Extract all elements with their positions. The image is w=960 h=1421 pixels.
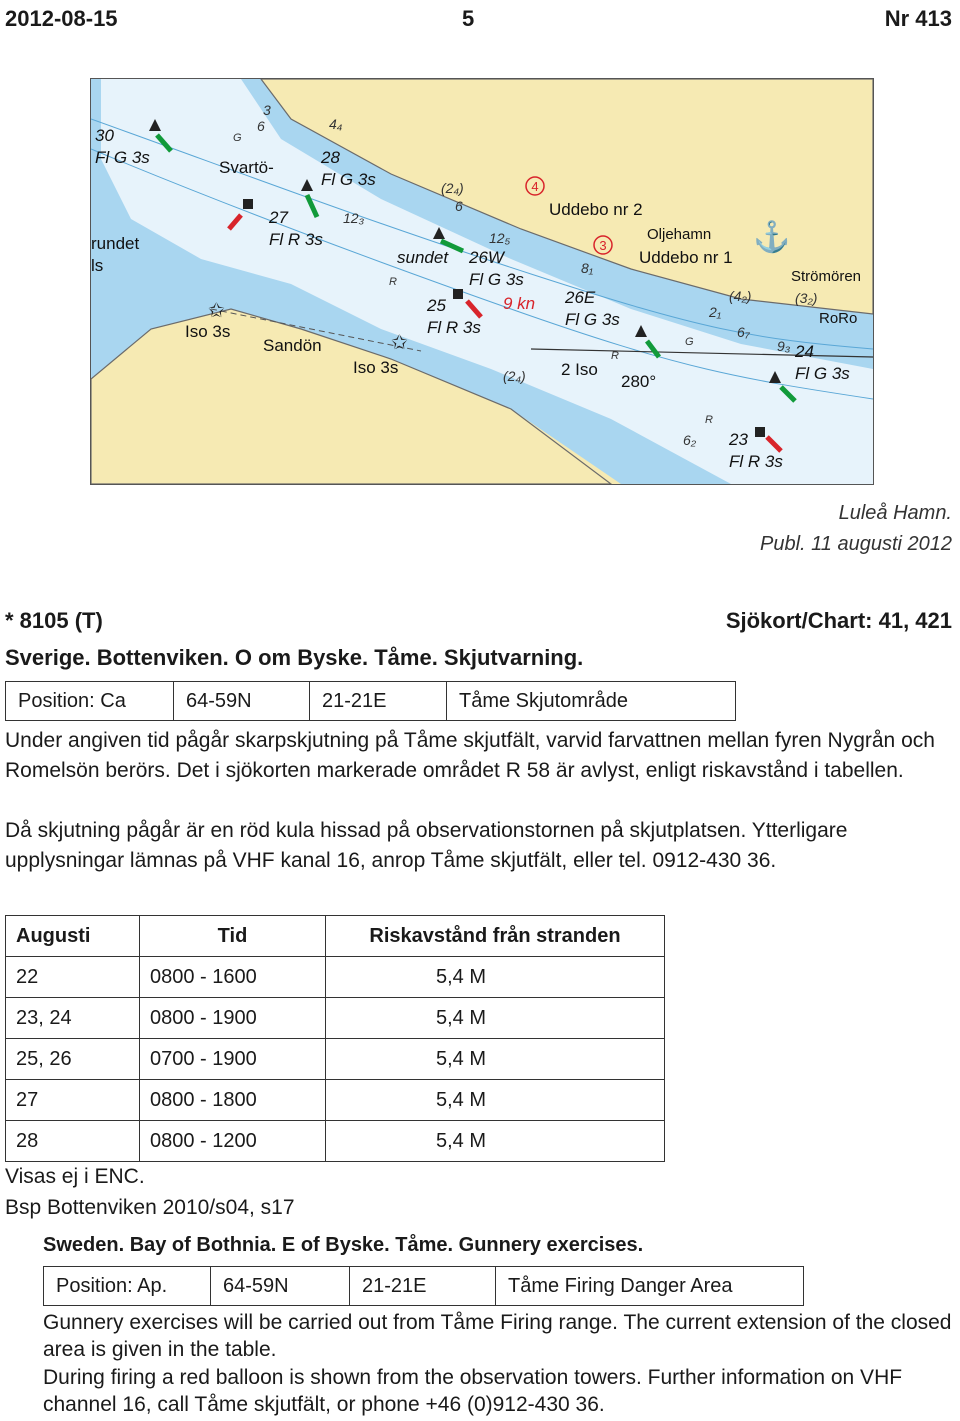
cell-distance: 5,4 M xyxy=(326,998,665,1039)
depth-label: 3 xyxy=(263,102,271,118)
position-latitude: 64-59N xyxy=(174,682,310,721)
label-30-light: Fl G 3s xyxy=(95,148,150,167)
depth-label: 6 xyxy=(257,118,265,134)
mark-label: R xyxy=(705,414,713,426)
cell-time: 0800 - 1900 xyxy=(140,998,326,1039)
depth-label: 12₅ xyxy=(489,230,511,246)
light-star-icon: ✩ xyxy=(208,300,225,322)
label-25-light: Fl R 3s xyxy=(427,318,481,337)
cell-date: 23, 24 xyxy=(6,998,140,1039)
cell-time: 0800 - 1800 xyxy=(140,1080,326,1121)
column-header-distance: Riskavstånd från stranden xyxy=(326,916,665,957)
position-longitude: 21-21E xyxy=(350,1267,496,1306)
notice-title-sv: Sverige. Bottenviken. O om Byske. Tåme. Skjutvarning. xyxy=(5,645,584,670)
circled-4-label: 4 xyxy=(531,179,539,194)
issue-number: Nr 413 xyxy=(884,6,952,31)
table-row xyxy=(6,957,665,998)
depth-label: 12₃ xyxy=(343,210,365,226)
circled-3-label: 3 xyxy=(599,238,607,253)
cell-distance: 5,4 M xyxy=(326,1121,665,1162)
label-27-light: Fl R 3s xyxy=(269,230,323,249)
cell-date: 22 xyxy=(6,957,140,998)
position-area-name: Tåme Skjutområde xyxy=(447,682,736,721)
position-table-en xyxy=(43,1266,804,1306)
body-paragraph-sv-1 xyxy=(5,726,955,786)
place-oljehamn: Oljehamn xyxy=(647,226,712,243)
cell-time: 0700 - 1900 xyxy=(140,1039,326,1080)
bearing-label: 280° xyxy=(621,372,657,391)
label-27: 27 xyxy=(269,208,288,227)
place-sundet: sundet xyxy=(397,248,449,267)
cell-date: 27 xyxy=(6,1080,140,1121)
enc-note: Visas ej i ENC. xyxy=(5,1165,145,1188)
depth-label: 6 xyxy=(455,198,463,214)
position-area-name: Tåme Firing Danger Area xyxy=(496,1267,804,1306)
paragraph-text: Då skjutning pågår är en röd kula hissad på observationstornen på skjutplatsen. Ytterligare upplysningar lämnas på VHF kanal 16, anrop Tåme skjutfält, eller tel. 0912-430 36. xyxy=(5,819,848,872)
leading-light-label: 2 Iso xyxy=(561,360,598,379)
cell-distance: 5,4 M xyxy=(326,1080,665,1121)
place-roro: RoRo xyxy=(819,310,858,327)
depth-label: (2₄) xyxy=(503,368,526,384)
depth-label: 9₃ xyxy=(777,338,791,354)
place-rundet: rundet xyxy=(91,234,140,253)
anchor-icon: ⚓ xyxy=(753,221,791,254)
light-iso-2: Iso 3s xyxy=(353,358,399,377)
depth-label: 6₇ xyxy=(737,324,750,340)
chart-reference: Sjökort/Chart: 41, 421 xyxy=(725,608,952,633)
place-uddebo-1: Uddebo nr 1 xyxy=(639,248,733,267)
speed-limit: 9 kn xyxy=(503,294,536,313)
label-26e: 26E xyxy=(565,288,596,307)
label-24-light: Fl G 3s xyxy=(795,364,850,383)
cell-date: 28 xyxy=(6,1121,140,1162)
paragraph-text: Gunnery exercises will be carried out from Tåme Firing range. The current extension of the closed area is given in the table. xyxy=(43,1311,952,1361)
depth-label: 4₄ xyxy=(329,116,343,132)
table-row xyxy=(6,1080,665,1121)
label-30: 30 xyxy=(95,126,114,145)
depth-label: 8₁ xyxy=(581,260,594,276)
cell-time: 0800 - 1200 xyxy=(140,1121,326,1162)
place-ls: ls xyxy=(91,256,104,275)
nautical-chart xyxy=(90,78,874,485)
body-paragraph-en-2 xyxy=(43,1364,958,1418)
depth-label: 6₂ xyxy=(683,432,697,448)
cell-time: 0800 - 1600 xyxy=(140,957,326,998)
label-23-light: Fl R 3s xyxy=(729,452,783,471)
light-star-icon: ✩ xyxy=(391,332,408,354)
position-label: Position: Ap. xyxy=(44,1267,211,1306)
label-26w: 26W xyxy=(469,248,504,267)
notice-number: * 8105 (T) xyxy=(5,608,103,633)
label-23: 23 xyxy=(729,430,748,449)
column-header-time: Tid xyxy=(140,916,326,957)
firing-schedule-table xyxy=(5,915,665,1162)
cell-distance: 5,4 M xyxy=(326,1039,665,1080)
table-row xyxy=(6,998,665,1039)
depth-label: 2₁ xyxy=(709,304,722,320)
mark-label: G xyxy=(233,132,242,144)
source-reference: Bsp Bottenviken 2010/s04, s17 xyxy=(5,1196,295,1219)
label-26e-light: Fl G 3s xyxy=(565,310,620,329)
depth-label: (4₂) xyxy=(729,288,752,304)
page-number: 5 xyxy=(462,6,475,31)
chart-caption-area: Luleå Hamn. xyxy=(838,502,952,524)
chart-caption-publication: Publ. 11 augusti 2012 xyxy=(759,533,952,555)
notice-title-en: Sweden. Bay of Bothnia. E of Byske. Tåme. Gunnery exercises. xyxy=(43,1234,644,1256)
light-iso-1: Iso 3s xyxy=(185,322,231,341)
place-stromoren: Strömören xyxy=(791,268,862,285)
label-28: 28 xyxy=(321,148,340,167)
paragraph-text: Under angiven tid pågår skarpskjutning på Tåme skjutfält, varvid farvattnen mellan fyren Nygrån och Romelsön berörs. Det i sjökorten markerade området R 58 är avlyst, enligt riskavstånd i tabellen. xyxy=(5,729,935,782)
position-latitude: 64-59N xyxy=(211,1267,350,1306)
position-table-sv xyxy=(5,681,736,721)
column-header-august: Augusti xyxy=(6,916,140,957)
table-row xyxy=(6,1039,665,1080)
label-28-light: Fl G 3s xyxy=(321,170,376,189)
cell-distance: 5,4 M xyxy=(326,957,665,998)
body-paragraph-sv-2 xyxy=(5,816,955,876)
mark-label: G xyxy=(685,336,694,348)
label-24: 24 xyxy=(795,342,814,361)
position-longitude: 21-21E xyxy=(310,682,447,721)
place-svarto: Svartö- xyxy=(219,158,274,177)
place-uddebo-2: Uddebo nr 2 xyxy=(549,200,643,219)
cell-date: 25, 26 xyxy=(6,1039,140,1080)
notice-date: 2012-08-15 xyxy=(5,6,118,31)
depth-label: (2₄) xyxy=(441,180,464,196)
label-25: 25 xyxy=(427,296,446,315)
table-row xyxy=(6,1121,665,1162)
body-paragraph-en-1 xyxy=(43,1309,958,1363)
table-header-row xyxy=(6,916,665,957)
mark-label: R xyxy=(611,350,619,362)
paragraph-text: During firing a red balloon is shown from the observation towers. Further information on VHF channel 16, call Tåme skjutfält, or phone +46 (0)912-430 36. xyxy=(43,1366,903,1416)
place-sandon: Sandön xyxy=(263,336,322,355)
position-label: Position: Ca xyxy=(6,682,174,721)
mark-label: R xyxy=(389,276,397,288)
depth-label: (3₂) xyxy=(795,290,818,306)
label-26w-light: Fl G 3s xyxy=(469,270,524,289)
